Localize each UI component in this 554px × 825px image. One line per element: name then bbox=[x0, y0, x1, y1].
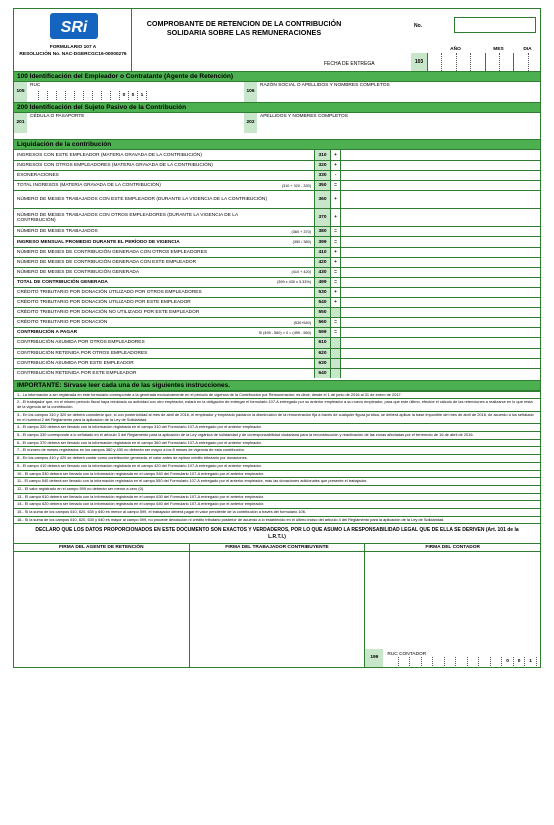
employer-row bbox=[14, 82, 540, 102]
instructions-list bbox=[14, 391, 540, 524]
row-code: 350 bbox=[315, 181, 331, 190]
row-sign: + bbox=[331, 191, 341, 208]
row-value-field[interactable] bbox=[341, 161, 540, 170]
row-description bbox=[14, 258, 315, 267]
row-description bbox=[14, 227, 315, 236]
instruction-item: 10.- El campo 530 deberá ser llenado con la información registrada en el campo 540 del Formulario 107-A entregado por el anterior empleador. bbox=[14, 470, 540, 478]
ruc-digit-cell[interactable]: 0 bbox=[514, 657, 526, 666]
row-sign: + bbox=[331, 298, 341, 307]
row-description bbox=[14, 268, 315, 277]
ruc-label: RUC bbox=[30, 83, 41, 88]
row-code: 330 bbox=[315, 171, 331, 180]
row-description-text: INGRESO MENSUAL PROMEDIO DURANTE EL PERÍODO DE VIGENCIA bbox=[17, 239, 180, 245]
row-value-field[interactable] bbox=[341, 258, 540, 267]
row-sign: = bbox=[331, 328, 341, 337]
row-description-text: INGRESOS CON ESTE EMPLEADOR (MATERIA GRAVADA DE LA CONTRIBUCIÓN) bbox=[17, 152, 202, 158]
field-code-105: 105 bbox=[14, 82, 27, 102]
month-label: MES bbox=[493, 47, 504, 52]
ruc-digit-cell[interactable] bbox=[111, 91, 120, 100]
ruc-digit-cell[interactable] bbox=[422, 657, 434, 666]
row-description-text: NÚMERO DE MESES TRABAJADOS CON OTROS EMPLEADORES (DURANTE LA VIGENCIA DE LA CONTRIBUCIÓN) bbox=[17, 212, 238, 223]
liquidacion-row-630 bbox=[14, 358, 540, 368]
row-sign: = bbox=[331, 278, 341, 287]
row-description-text: EXONERACIONES bbox=[17, 173, 59, 179]
row-description bbox=[14, 209, 315, 226]
row-description bbox=[14, 349, 315, 358]
ruc-digit-cell[interactable] bbox=[102, 91, 111, 100]
worker-signature-box[interactable] bbox=[190, 544, 366, 667]
row-description-text: CONTRIBUCIÓN ASUMIDA POR ESTE EMPLEADOR bbox=[17, 360, 134, 366]
section-liquidacion-title: Liquidación de la contribución bbox=[14, 139, 540, 150]
row-sign: = bbox=[331, 237, 341, 246]
accountant-signature-box[interactable] bbox=[365, 544, 540, 667]
razon-social-field[interactable] bbox=[258, 82, 540, 102]
row-description bbox=[14, 308, 315, 317]
row-code: 530 bbox=[315, 288, 331, 297]
liquidacion-row-410 bbox=[14, 247, 540, 257]
liquidacion-row-320 bbox=[14, 160, 540, 170]
ruc-digit-cell[interactable] bbox=[491, 657, 503, 666]
ruc-digit-cell[interactable] bbox=[433, 657, 445, 666]
ruc-digit-cell[interactable] bbox=[468, 657, 480, 666]
ruc-digit-cell[interactable]: 0 bbox=[129, 91, 138, 100]
signatures-area bbox=[14, 543, 540, 667]
section-taxpayer-title: 200 Identificación del Sujeto Pasivo de la Contribución bbox=[14, 102, 540, 113]
row-value-field[interactable] bbox=[341, 237, 540, 246]
row-value-field[interactable] bbox=[341, 268, 540, 277]
row-description bbox=[14, 338, 315, 347]
row-sign: + bbox=[331, 150, 341, 160]
liquidacion-table bbox=[14, 150, 540, 378]
row-value-field[interactable] bbox=[341, 318, 540, 327]
liquidacion-row-380 bbox=[14, 226, 540, 236]
row-formula: (399 x 430 x 3.33%) bbox=[277, 280, 311, 285]
row-value-field[interactable] bbox=[341, 248, 540, 257]
instruction-item: 14.- El campo 620 deberá ser llenado con la información registrada en el campo 640 del Formulario 107-A entregado por el anterior empleador. bbox=[14, 500, 540, 508]
row-code: 380 bbox=[315, 227, 331, 236]
row-sign: - bbox=[331, 171, 341, 180]
worker-signature-label: FIRMA DEL TRABAJADOR CONTRIBUYENTE bbox=[190, 544, 365, 552]
liquidacion-row-350 bbox=[14, 180, 540, 190]
field-code-103: 103 bbox=[411, 53, 427, 71]
field-code-106: 106 bbox=[244, 82, 257, 102]
row-description-text: NÚMERO DE MESES TRABAJADOS CON ESTE EMPLEADOR (DURANTE LA VIGENCIA DE LA CONTRIBUCIÓN) bbox=[17, 197, 267, 203]
row-description bbox=[14, 161, 315, 170]
row-description bbox=[14, 278, 315, 287]
agent-signature-box[interactable] bbox=[14, 544, 190, 667]
row-description-text: CONTRIBUCIÓN A PAGAR bbox=[17, 330, 78, 336]
row-description-text: CRÉDITO TRIBUTARIO POR DONACIÓN bbox=[17, 320, 108, 326]
row-description-text: TOTAL DE CONTRIBUCIÓN GENERADA bbox=[17, 279, 108, 285]
row-description-text: CRÉDITO TRIBUTARIO POR DONACIÓN UTILIZADO POR OTROS EMPLEADORES bbox=[17, 289, 202, 295]
liquidacion-row-560 bbox=[14, 317, 540, 327]
row-description-text: NÚMERO DE MESES DE CONTRIBUCIÓN GENERADA CON ESTE EMPLEADOR bbox=[17, 259, 197, 265]
delivery-date-label: FECHA DE ENTREGA bbox=[324, 61, 375, 67]
ruc-digit-cell[interactable] bbox=[57, 91, 66, 100]
ruc-digit-cell[interactable] bbox=[93, 91, 102, 100]
liquidacion-row-530 bbox=[14, 287, 540, 297]
form-number: FORMULARIO 107 A bbox=[49, 45, 97, 50]
row-code: 360 bbox=[315, 191, 331, 208]
liquidacion-row-550 bbox=[14, 307, 540, 317]
row-value-field[interactable] bbox=[341, 181, 540, 190]
instruction-item: 2.- El trabajador que, en el mismo período fiscal haya reiniciado su actividad con otro empleador, estará en la obligación de entregar el formulario 107-A entregado por su anterior empleador a su nuevo empleador, para que este último, efectúe el cálculo de las retenciones a realizarse en lo que resta de la vigencia de la contribución. bbox=[14, 398, 540, 410]
ruc-digit-cell[interactable] bbox=[66, 91, 75, 100]
row-value-field[interactable] bbox=[341, 349, 540, 358]
row-code: 370 bbox=[315, 209, 331, 226]
row-formula: (360 + 370) bbox=[291, 229, 311, 234]
row-description bbox=[14, 318, 315, 327]
row-code: 410 bbox=[315, 248, 331, 257]
row-description bbox=[14, 237, 315, 246]
row-description-text: INGRESOS CON OTROS EMPLEADORES (MATERIA GRAVADA DE LA CONTRIBUCIÓN) bbox=[17, 163, 213, 169]
row-sign bbox=[331, 369, 341, 378]
row-sign: = bbox=[331, 181, 341, 190]
ruc-digit-cell[interactable] bbox=[479, 657, 491, 666]
employer-ruc-field[interactable] bbox=[30, 91, 147, 100]
number-label: No. bbox=[414, 23, 423, 29]
ruc-contador-field[interactable] bbox=[387, 657, 537, 666]
row-sign: = bbox=[331, 318, 341, 327]
ruc-digit-cell[interactable]: 1 bbox=[525, 657, 537, 666]
year-label: AÑO bbox=[450, 47, 461, 52]
row-code: 540 bbox=[315, 298, 331, 307]
row-description bbox=[14, 369, 315, 378]
sri-logo bbox=[50, 13, 98, 39]
ruc-digit-cell[interactable] bbox=[456, 657, 468, 666]
logo-area bbox=[14, 9, 132, 71]
row-sign: + bbox=[331, 161, 341, 170]
row-description-text: CONTRIBUCIÓN ASUMIDA POR OTROS EMPLEADORES bbox=[17, 340, 145, 346]
agent-signature-label: FIRMA DEL AGENTE DE RETENCIÓN bbox=[14, 544, 189, 552]
row-code: 610 bbox=[315, 338, 331, 347]
liquidacion-row-640 bbox=[14, 368, 540, 378]
row-formula: (410 + 420) bbox=[291, 270, 311, 275]
day-label: DIA bbox=[523, 47, 532, 52]
instruction-item: 16.- Si la suma de los campos 610, 620, 630 y 640 es mayor al campo 599, no procede devolución ni crédito tributario posterior de acuerdo a lo establecido en el último inciso del artículo 4 del Reglamento para la aplicación de la Ley de Solidaridad. bbox=[14, 516, 540, 524]
instruction-item: 15.- Si la suma de los campos 610, 620, 630 y 640 es menor al campo 599, el trabajador deberá pagar el valor pendiente de la contribución a través del formulario 106. bbox=[14, 508, 540, 516]
ruc-digit-cell[interactable]: 0 bbox=[502, 657, 514, 666]
row-formula: Si (499 - 560) > 0 = (499 - 560) bbox=[258, 330, 311, 335]
liquidacion-row-330 bbox=[14, 170, 540, 180]
liquidacion-row-370 bbox=[14, 208, 540, 226]
row-value-field[interactable] bbox=[341, 209, 540, 226]
liquidacion-row-310 bbox=[14, 150, 540, 160]
row-code: 310 bbox=[315, 150, 331, 160]
resolution-number: RESOLUCIÓN No. NAC-DGERCGC16-00000276 bbox=[19, 52, 127, 57]
row-description-text: NÚMERO DE MESES TRABAJADOS bbox=[17, 229, 98, 235]
instruction-item: 1.- La información a ser registrada en este formulario corresponde a la generada exclusivamente en el período de vigencia de la Contribución por Remuneración; es decir, desde el 1 de junio de 2016 al 31 de enero de 2017. bbox=[14, 391, 540, 399]
row-description bbox=[14, 359, 315, 368]
row-value-field[interactable] bbox=[341, 359, 540, 368]
nombres-field[interactable] bbox=[258, 113, 540, 133]
taxpayer-row bbox=[14, 113, 540, 133]
field-code-201: 201 bbox=[14, 113, 27, 133]
row-code: 599 bbox=[315, 328, 331, 337]
row-value-field[interactable] bbox=[341, 150, 540, 160]
row-code: 560 bbox=[315, 318, 331, 327]
row-description-text: TOTAL INGRESOS (MATERIA GRAVADA DE LA CONTRIBUCIÓN) bbox=[17, 183, 161, 189]
liquidacion-row-610 bbox=[14, 337, 540, 347]
ruc-digit-cell[interactable] bbox=[399, 657, 411, 666]
ruc-digit-cell[interactable] bbox=[84, 91, 93, 100]
row-code: 630 bbox=[315, 359, 331, 368]
row-formula: (350 / 380) bbox=[292, 240, 311, 245]
logo-text: SRi bbox=[60, 19, 88, 36]
row-value-field[interactable] bbox=[341, 369, 540, 378]
row-value-field[interactable] bbox=[341, 171, 540, 180]
section-employer-title: 100 Identificación del Empleador o Contratante (Agente de Retención) bbox=[14, 71, 540, 82]
razon-social-label: RAZÓN SOCIAL O APELLIDOS Y NOMBRES COMPLETOS bbox=[260, 83, 390, 88]
row-sign: = bbox=[331, 227, 341, 236]
row-description-text: NÚMERO DE MESES DE CONTRIBUCIÓN GENERADA bbox=[17, 269, 140, 275]
cedula-field[interactable] bbox=[28, 113, 243, 133]
cedula-label: CÉDULA O PASAPORTE bbox=[30, 114, 85, 119]
row-code: 399 bbox=[315, 237, 331, 246]
liquidacion-row-399 bbox=[14, 236, 540, 246]
row-description-text: NÚMERO DE MESES DE CONTRIBUCIÓN GENERADA CON OTROS EMPLEADORES bbox=[17, 249, 208, 255]
row-sign: + bbox=[331, 288, 341, 297]
ruc-digit-cell[interactable] bbox=[445, 657, 457, 666]
row-description-text: CONTRIBUCIÓN RETENIDA POR OTROS EMPLEADORES bbox=[17, 350, 148, 356]
instruction-item: 11.- El campo 540 deberá ser llenado con la información registrada en el campo 550 del Formulario 107-A entregado por el anterior empleador, más las donaciones adicionales que presente el trabajador. bbox=[14, 477, 540, 485]
ruc-digit-cell[interactable] bbox=[30, 91, 39, 100]
instructions-title: IMPORTANTE: Sírvase leer cada una de las siguientes instrucciones. bbox=[14, 380, 540, 391]
row-value-field[interactable] bbox=[341, 328, 540, 337]
row-description-text: CRÉDITO TRIBUTARIO POR DONACIÓN NO UTILIZADO POR ESTE EMPLEADOR bbox=[17, 310, 200, 316]
row-value-field[interactable] bbox=[341, 191, 540, 208]
row-value-field[interactable] bbox=[341, 288, 540, 297]
ruc-digit-cell[interactable] bbox=[410, 657, 422, 666]
row-sign bbox=[331, 338, 341, 347]
instruction-item: 5.- El campo 330 corresponde a lo señalado en el artículo 3 del Reglamento para la aplicación de la Ley orgánica de solidaridad y de corresponsabilidad ciudadana para la reconstrucción y reactivación de las zonas afectadas por el terremoto de 16 de abril de 2016. bbox=[14, 431, 540, 439]
row-code: 620 bbox=[315, 349, 331, 358]
row-code: 430 bbox=[315, 268, 331, 277]
liquidacion-row-620 bbox=[14, 348, 540, 358]
row-sign: = bbox=[331, 268, 341, 277]
liquidacion-row-360 bbox=[14, 190, 540, 208]
row-formula: (310 + 320 - 330) bbox=[281, 183, 311, 188]
field-code-202: 202 bbox=[244, 113, 257, 133]
row-code: 640 bbox=[315, 369, 331, 378]
ruc-digit-cell[interactable]: 0 bbox=[120, 91, 129, 100]
row-value-field[interactable] bbox=[341, 298, 540, 307]
ruc-contador-label: RUC CONTADOR bbox=[387, 652, 427, 658]
ruc-digit-cell[interactable] bbox=[75, 91, 84, 100]
row-description bbox=[14, 328, 315, 337]
row-description bbox=[14, 150, 315, 160]
form-title: COMPROBANTE DE RETENCION DE LA CONTRIBUCIÓN SOLIDARIA SOBRE LAS REMUNERACIONES bbox=[146, 19, 342, 37]
row-value-field[interactable] bbox=[341, 278, 540, 287]
number-field[interactable] bbox=[454, 17, 536, 33]
row-sign bbox=[331, 359, 341, 368]
row-sign bbox=[331, 349, 341, 358]
delivery-date-field[interactable] bbox=[427, 53, 542, 71]
row-description bbox=[14, 288, 315, 297]
row-sign: + bbox=[331, 248, 341, 257]
instruction-item: 7.- El número de meses registrados en los campos 380 y 430 no deberán ser mayor a los 8 meses de vigencia de esta contribución. bbox=[14, 446, 540, 454]
form-107a bbox=[13, 8, 541, 668]
instruction-item: 4.- El campo 320 deberá ser llenado con la información registrada en el campo 310 del Formulario 107-A entregado por el anterior empleador. bbox=[14, 423, 540, 431]
nombres-label: APELLIDOS Y NOMBRES COMPLETOS bbox=[260, 114, 348, 119]
row-value-field[interactable] bbox=[341, 227, 540, 236]
form-header bbox=[14, 9, 540, 71]
row-description bbox=[14, 298, 315, 307]
row-sign: + bbox=[331, 209, 341, 226]
row-code: 320 bbox=[315, 161, 331, 170]
row-description bbox=[14, 191, 315, 208]
row-description bbox=[14, 181, 315, 190]
ruc-digit-cell[interactable] bbox=[39, 91, 48, 100]
liquidacion-row-599 bbox=[14, 327, 540, 337]
row-description-text: CONTRIBUCIÓN RETENIDA POR ESTE EMPLEADOR bbox=[17, 370, 137, 376]
row-value-field[interactable] bbox=[341, 338, 540, 347]
field-code-199: 199 bbox=[365, 649, 383, 667]
liquidacion-row-499 bbox=[14, 277, 540, 287]
row-sign bbox=[331, 308, 341, 317]
row-value-field[interactable] bbox=[341, 308, 540, 317]
liquidacion-row-420 bbox=[14, 257, 540, 267]
row-description bbox=[14, 171, 315, 180]
ruc-digit-cell[interactable] bbox=[387, 657, 399, 666]
instruction-item: 12.- El valor registrado en el campo 599 no deberán ser menor a cero (0). bbox=[14, 485, 540, 493]
ruc-digit-cell[interactable] bbox=[48, 91, 57, 100]
declaration-text: DECLARO QUE LOS DATOS PROPORCIONADOS EN ESTE DOCUMENTO SON EXACTOS Y VERDADEROS, POR LO QUE ASUMO LA RESPONSABILIDAD LEGAL QUE DE ELLA SE DERIVEN (Art. 101 de la L.R.T.I.) bbox=[14, 523, 540, 543]
row-code: 420 bbox=[315, 258, 331, 267]
row-sign: + bbox=[331, 258, 341, 267]
row-code: 499 bbox=[315, 278, 331, 287]
instruction-item: 6.- El campo 370 deberá ser llenado con la información registrada en el campo 360 del Formulario 107-A entregado por el anterior empleador. bbox=[14, 439, 540, 447]
instruction-item: 13.- El campo 610 deberá ser llenado con la información registrada en el campo 630 del Formulario 107-A entregado por el anterior empleador. bbox=[14, 493, 540, 501]
liquidacion-row-540 bbox=[14, 297, 540, 307]
row-description bbox=[14, 248, 315, 257]
instruction-item: 8.- En los campos 410 y 420 se deberá contar como contribución generada, el valor antes de aplicar crédito tributario por donaciones. bbox=[14, 454, 540, 462]
row-formula: (530+540) bbox=[293, 320, 311, 325]
instruction-item: 3.- En los campos 310 y 320 se deberá considerar que, si con posterioridad al mes de abril de 2016, el empleador y empleado pactaron la disminución de la remuneración fija a través de cualquier figura jurídica, se deberá aplicar la base imponible del mes de abril de 2016, de acuerdo a los señalado en el numeral 2 del Reglamento para la aplicación de la Ley de Solidaridad. bbox=[14, 411, 540, 423]
row-code: 550 bbox=[315, 308, 331, 317]
row-description-text: CRÉDITO TRIBUTARIO POR DONACIÓN UTILIZADO POR ESTE EMPLEADOR bbox=[17, 300, 191, 306]
ruc-digit-cell[interactable]: 1 bbox=[138, 91, 147, 100]
instruction-item: 9.- El campo 410 deberá ser llenado con la información registrada en el campo 420 del Formulario 107-A entregado por el anterior empleador. bbox=[14, 462, 540, 470]
liquidacion-row-430 bbox=[14, 267, 540, 277]
accountant-signature-label: FIRMA DEL CONTADOR bbox=[365, 544, 540, 552]
